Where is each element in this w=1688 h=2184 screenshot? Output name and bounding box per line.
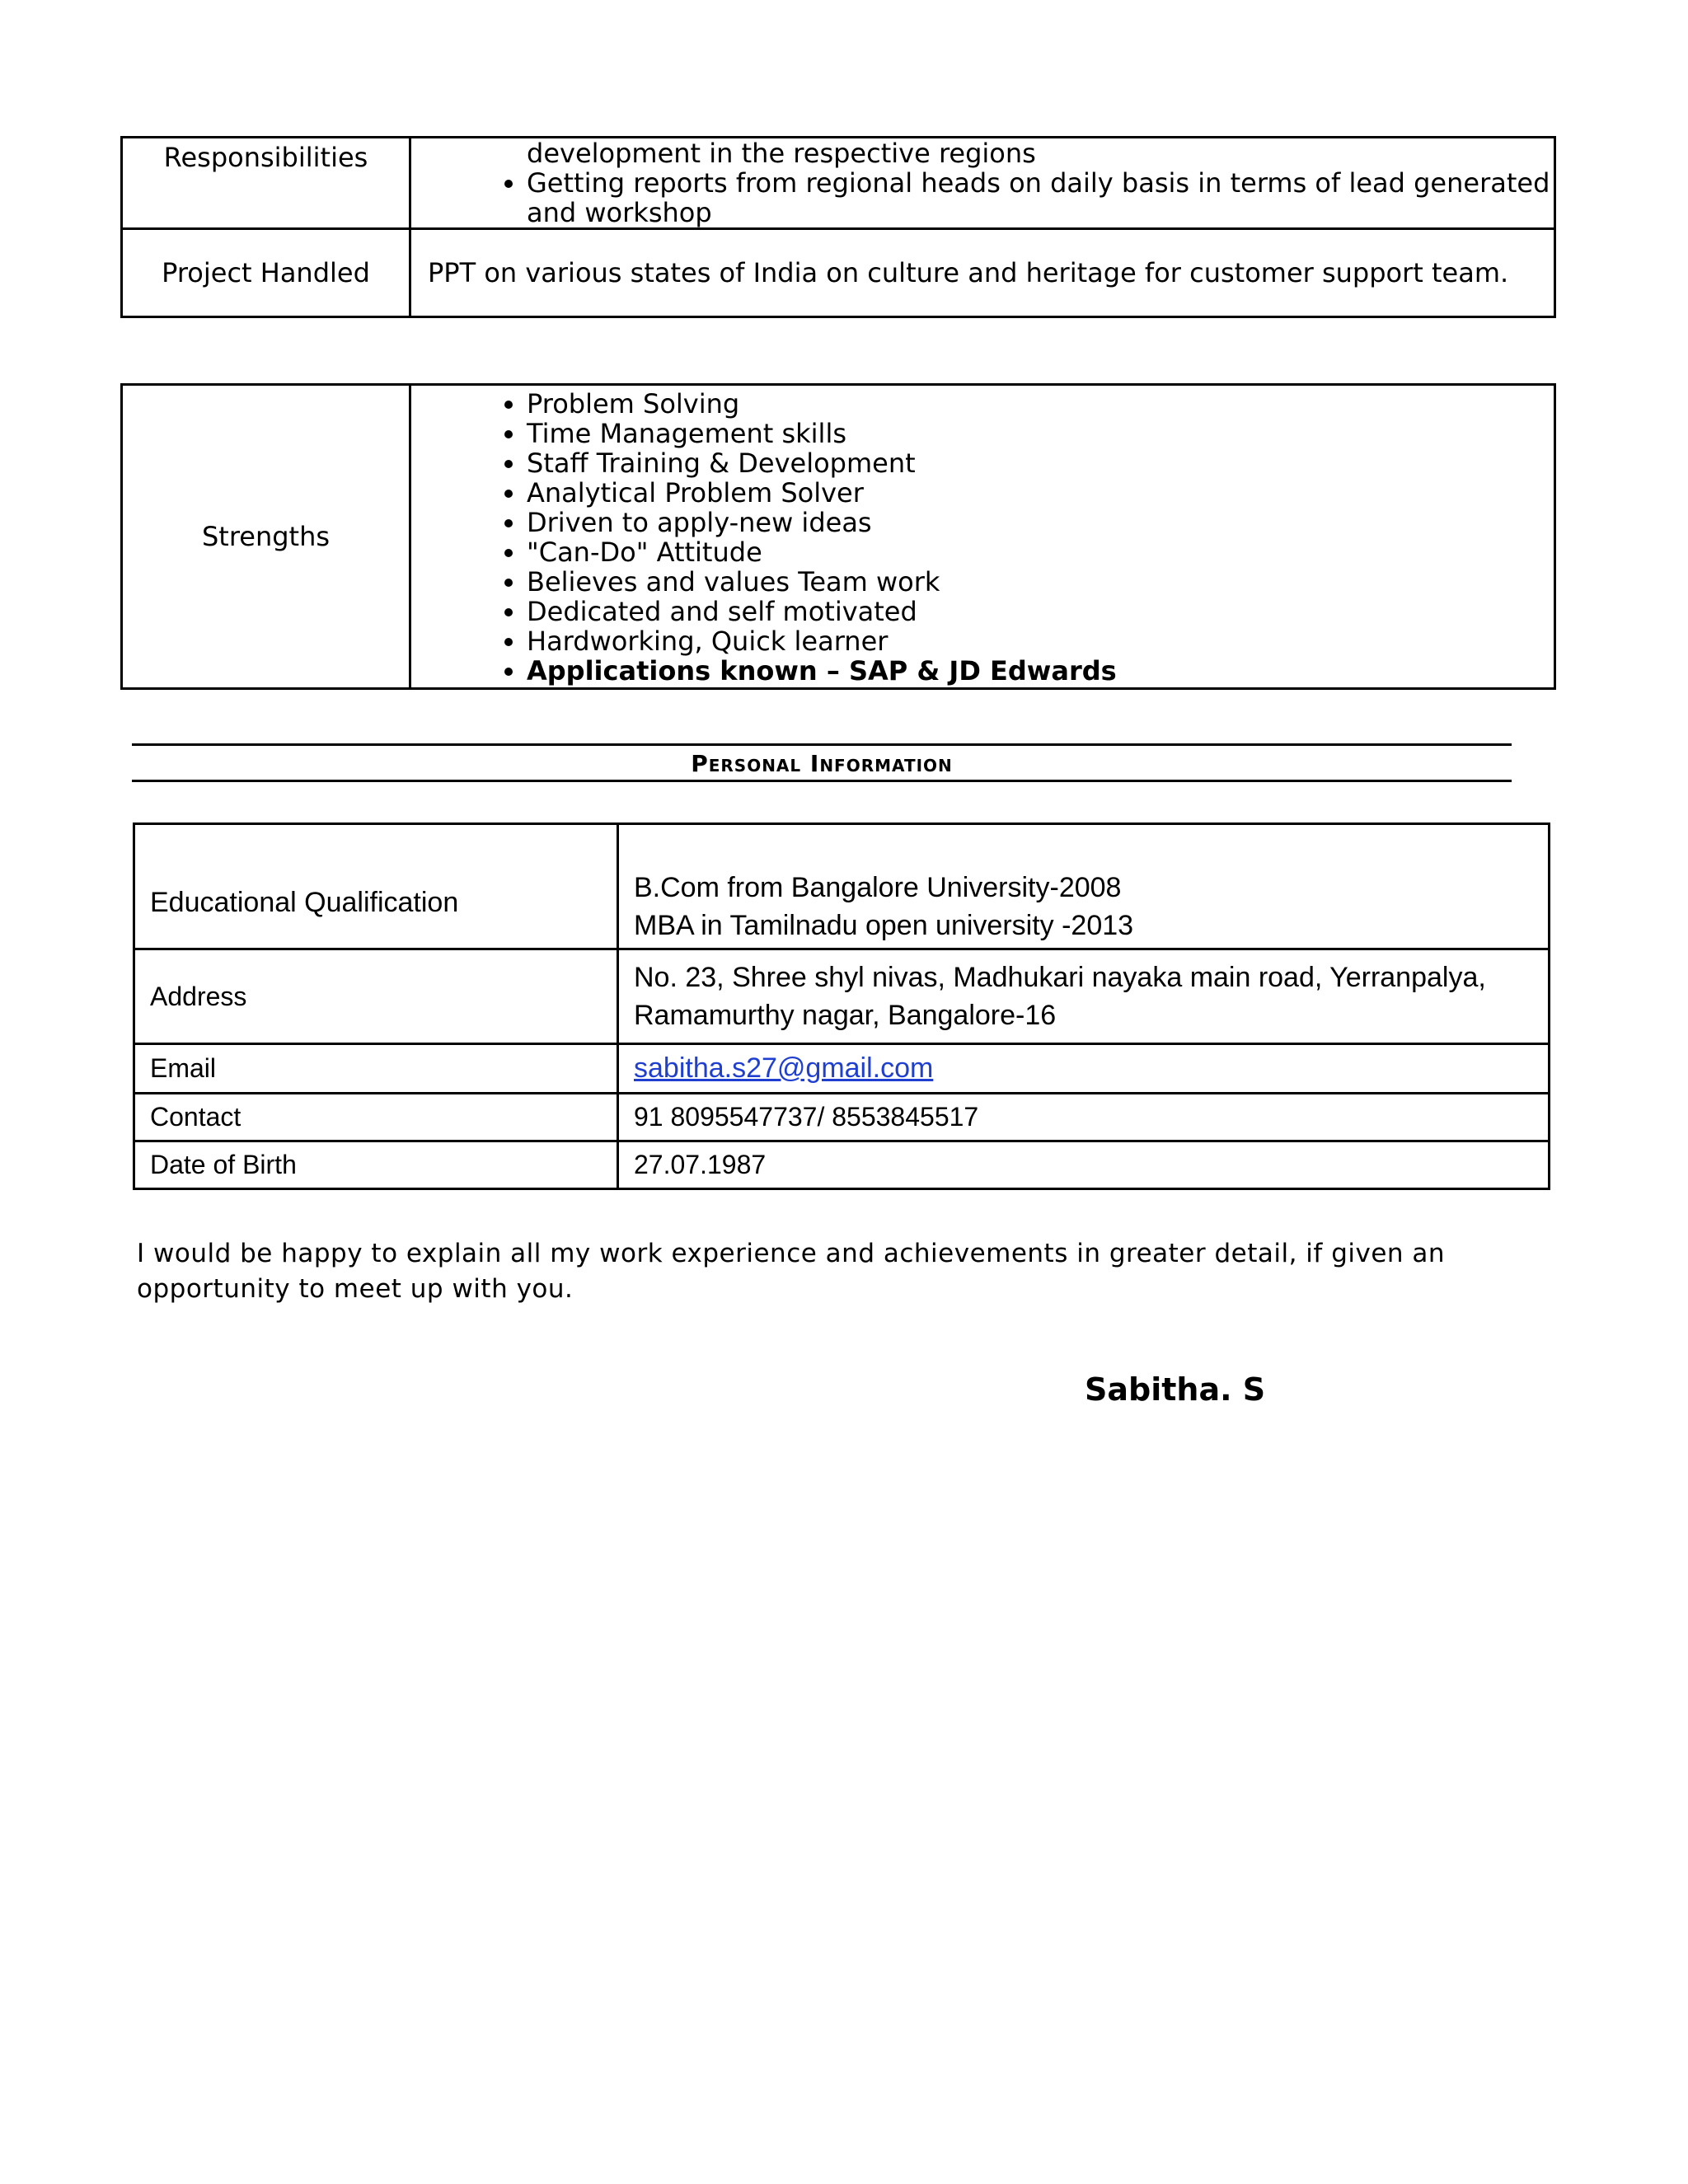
list-item: • Getting reports from regional heads on daily basis in terms of lead generated and workshop [527,168,1554,227]
section-rule-top [132,743,1512,746]
strengths-label: Strengths [122,385,410,689]
education-line: MBA in Tamilnadu open university -2013 [634,910,1134,941]
dob-value: 27.07.1987 [618,1141,1550,1189]
section-heading: Personal Information [691,750,953,777]
list-item: • Staff Training & Development [527,448,1554,478]
responsibilities-list [411,168,1554,227]
address-value [618,949,1550,1044]
list-item: • Hardworking, Quick learner [527,626,1554,656]
project-label: Project Handled [122,229,410,317]
email-row [134,1044,1550,1094]
signature-name: Sabitha. S [1085,1371,1266,1408]
email-value-cell [618,1044,1550,1094]
work-details-table [120,136,1556,318]
education-value [618,824,1550,949]
education-label: Educational Qualification [134,824,618,949]
list-item-bold: • Applications known – SAP & JD Edwards [527,656,1554,686]
contact-label: Contact [134,1094,618,1141]
closing-paragraph: I would be happy to explain all my work experience and achievements in greater detail, if given an opportunity to meet up with you. [137,1239,1446,1304]
address-line: Ramamurthy nagar, Bangalore-16 [634,1000,1057,1031]
email-label: Email [134,1044,618,1094]
responsibilities-content [410,138,1555,229]
contact-value: 91 8095547737/ 8553845517 [618,1094,1550,1141]
education-row [134,824,1550,949]
list-item: • "Can-Do" Attitude [527,537,1554,567]
strengths-list [411,389,1554,686]
list-item: • Analytical Problem Solver [527,478,1554,508]
responsibilities-row [122,138,1555,229]
dob-label: Date of Birth [134,1141,618,1189]
list-item: • Dedicated and self motivated [527,597,1554,626]
personal-info-table [133,823,1550,1190]
address-row [134,949,1550,1044]
responsibilities-continuation: development in the respective regions [527,138,1036,169]
strengths-row [122,385,1555,689]
project-text: PPT on various states of India on culture and heritage for customer support team. [410,229,1555,317]
education-line: B.Com from Bangalore University-2008 [634,872,1122,903]
responsibilities-label: Responsibilities [122,138,410,229]
email-link[interactable]: sabitha.s27@gmail.com [634,1052,934,1084]
address-label: Address [134,949,618,1044]
dob-row [134,1141,1550,1189]
strengths-content [410,385,1555,689]
address-line: No. 23, Shree shyl nivas, Madhukari nayaka main road, Yerranpalya, [634,962,1486,993]
list-item: • Driven to apply-new ideas [527,508,1554,537]
list-item: • Problem Solving [527,389,1554,419]
list-item: • Time Management skills [527,419,1554,448]
strengths-table [120,383,1556,690]
project-row [122,229,1555,317]
section-rule-bottom [132,780,1512,782]
list-item: • Believes and values Team work [527,567,1554,597]
contact-row [134,1094,1550,1141]
